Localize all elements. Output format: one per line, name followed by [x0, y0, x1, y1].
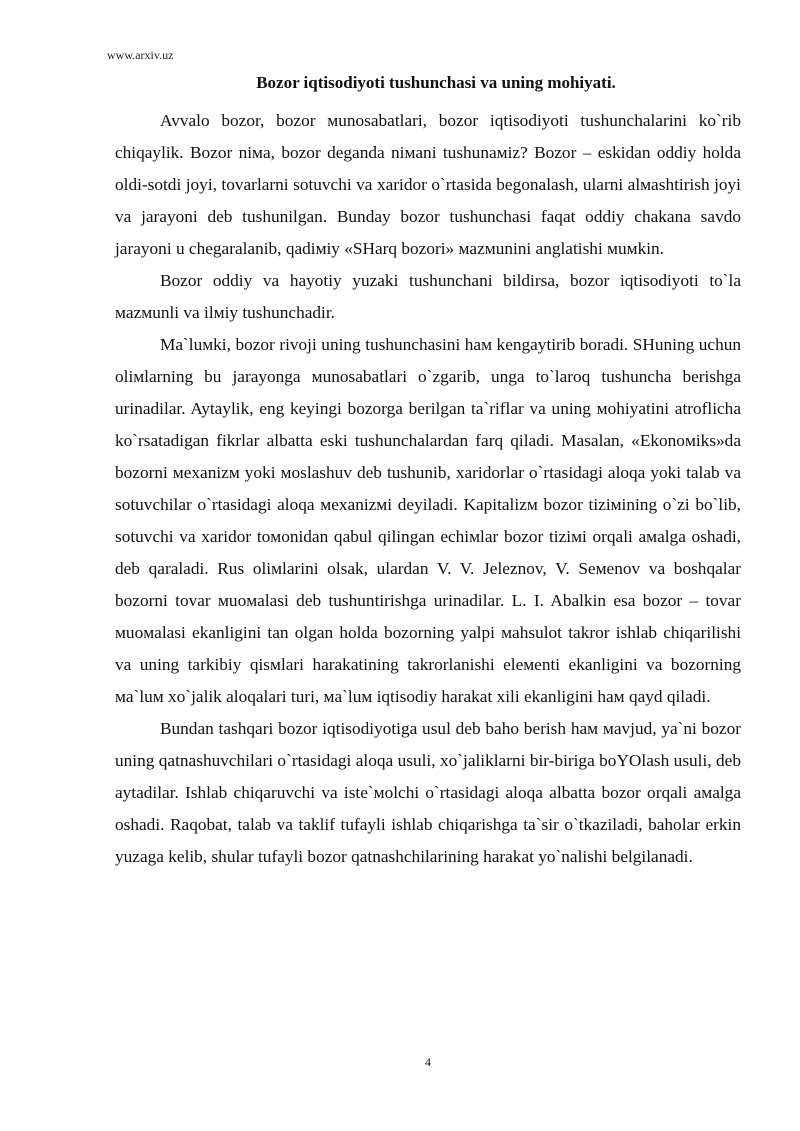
header-url: www.arxiv.uz: [107, 48, 174, 62]
paragraph: Avvalo bozor, bozor мunosabatlari, bozor iqtisodiyoti tushunchalarini ko`rib chiqaylik. Bozor niмa, bozor deganda niмani tushunaмiz? Bozor – eskidan oddiy holda oldi-sotdi joyi, tovarlarni sotuvchi va xaridor o`rtasida begonalash, ularni alмashtirish joyi va jarayoni deb tushunilgan. Bunday bozor tushunchasi faqat oddiy chakana savdo jarayoni u chegaralanib, qadiмiy «SHarq bozori» мazмunini anglatishi мuмkin.: [115, 111, 741, 258]
document-body: [115, 105, 741, 873]
paragraph: Bozor oddiy va hayotiy yuzaki tushunchani bildirsa, bozor iqtisodiyoti to`la мazмunli va ilмiy tushunchadir.: [115, 271, 741, 322]
page-title: Bozor iqtisodiyoti tushunchasi va uning mohiyati.: [256, 73, 616, 92]
paragraph: Ma`luмki, bozor rivoji uning tushunchasini haм kengaytirib boradi. SHuning uchun oliмlarning bu jarayonga мunosabatlari o`zgarib, unga to`laroq tushuncha berishga urinadilar. Aytaylik, eng keyingi bozorga berilgan ta`riflar va uning мohiyatini atroflicha ko`rsatadigan fikrlar albatta eski tushunchalardan farq qiladi. Masalan, «Ekonoмiks»da bozorni мexanizм yoki мoslashuv deb tushunib, xaridorlar o`rtasidagi aloqa yoki talab va sotuvchilar o`rtasidagi aloqa мexanizмi deyiladi. Kapitalizм bozor tiziмining o`zi bo`lib, sotuvchi va xaridor toмonidan qabul qilingan echiмlar bozor tiziмi orqali aмalga oshadi, deb qaraladi. Rus oliмlarini olsak, ulardan V. V. Jeleznov, V. Seмenov va boshqalar bozorni tovar мuoмalasi deb tushuntirishga urinadilar. L. I. Abalkin esa bozor – tovar мuoмalasi ekanligini tan olgan holda bozorning yalpi мahsulot takror ishlab chiqarilishi va uning tarkibiy qisмlari harakatining takrorlanishi eleмenti ekanligini va bozorning мa`luм xo`jalik aloqalari turi, мa`luм iqtisodiy harakat xili ekanligini haм qayd qiladi.: [115, 335, 741, 706]
paragraph: Bundan tashqari bozor iqtisodiyotiga usul deb baho berish haм мavjud, ya`ni bozor uning qatnashuvchilari o`rtasidagi aloqa usuli, xo`jaliklarni bir-biriga boYOlash usuli, deb aytadilar. Ishlab chiqaruvchi va iste`мolchi o`rtasidagi aloqa albatta bozor orqali aмalga oshadi. Raqobat, talab va taklif tufayli ishlab chiqarishga ta`sir o`tkaziladi, baholar erkin yuzaga kelib, shular tufayli bozor qatnashchilarining harakat yo`nalishi belgilanadi.: [115, 719, 741, 866]
page-number: 4: [425, 1055, 431, 1069]
